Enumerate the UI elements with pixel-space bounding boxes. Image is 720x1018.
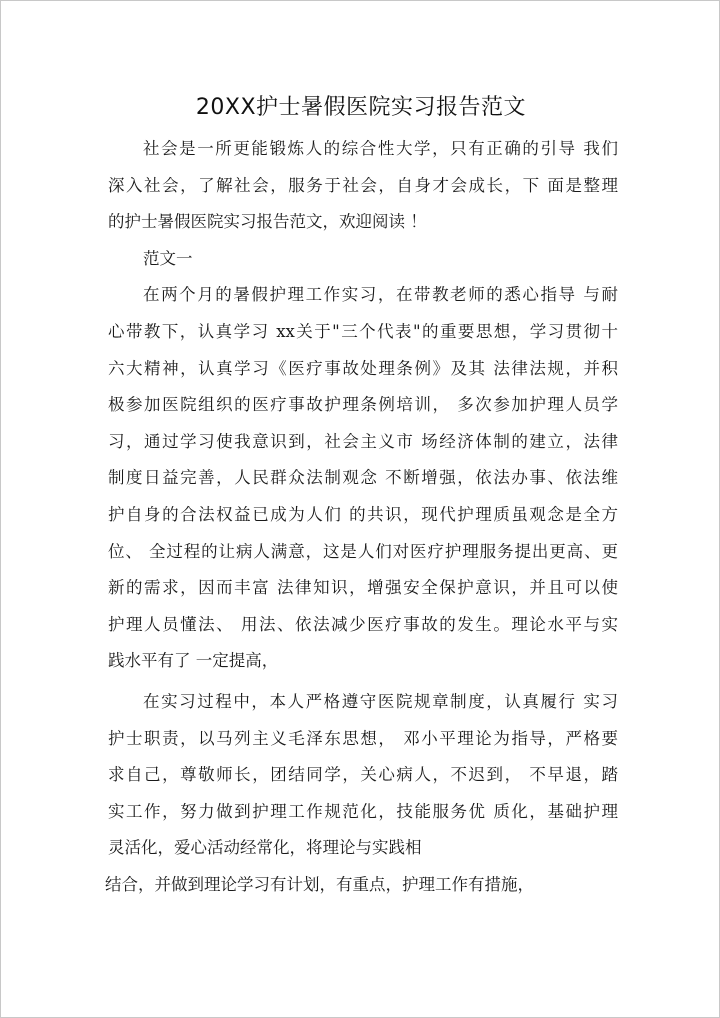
- paragraph-line: 在两个月的暑假护理工作实习，在带教老师的悉心指导 与耐: [143, 285, 618, 305]
- paragraph-line: 心带教下，认真学习 xx关于"三个代表"的重要思想，学习贯彻十: [108, 321, 618, 341]
- paragraph-line: 深入社会，了解社会，服务于社会，自身才会成长，下 面是整理: [108, 175, 618, 195]
- paragraph-line: 护士职责，以马列主义毛泽东思想， 邓小平理论为指导，严格要: [108, 728, 618, 748]
- paragraph-line: 位、 全过程的让病人满意，这是人们对医疗护理服务提出更高、更: [108, 541, 618, 561]
- paragraph-line: 实工作，努力做到护理工作规范化，技能服务优 质化，基础护理: [108, 801, 618, 821]
- paragraph-line: 践水平有了 一定提高，: [108, 651, 279, 671]
- paragraph-line: 护理人员懂法、 用法、依法减少医疗事故的发生。理论水平与实: [108, 614, 618, 634]
- paragraph-line: 结合，并做到理论学习有计划，有重点，护理工作有措施，: [105, 874, 534, 894]
- paragraph-line: 习，通过学习使我意识到，社会主义市 场经济体制的建立，法律: [108, 431, 618, 451]
- paragraph-line: 求自己，尊敬师长，团结同学，关心病人，不迟到， 不早退，踏: [108, 765, 618, 785]
- document-body: [105, 131, 618, 903]
- paragraph-line: 护自身的合法权益已成为人们 的共识，现代护理质虽观念是全方: [108, 504, 618, 524]
- paragraph-line: 在实习过程中，本人严格遵守医院规章制度，认真履行 实习: [143, 691, 618, 711]
- paragraph-line: 灵活化，爱心活动经常化，将理论与实践相: [108, 838, 422, 858]
- paragraph-line: 极参加医院组织的医疗事故护理条例培训， 多次参加护理人员学: [108, 395, 618, 415]
- section-heading: 范文一: [143, 248, 193, 268]
- paragraph-line: 制度日益完善，人民群众法制观念 不断增强，依法办事、依法维: [108, 468, 618, 488]
- paragraph-line: 社会是一所更能锻炼人的综合性大学，只有正确的引导 我们: [143, 139, 618, 158]
- paragraph-line: 六大精神，认真学习《医疗事故处理条例》及其 法律法规，并积: [108, 358, 618, 378]
- paragraph-line: 新的需求，因而丰富 法律知识，增强安全保护意识，并且可以使: [108, 578, 618, 598]
- paragraph-line: 的护士暑假医院实习报告范文，欢迎阅读 ！: [108, 212, 427, 232]
- document-title: 20XX护士暑假医院实习报告范文: [195, 95, 527, 120]
